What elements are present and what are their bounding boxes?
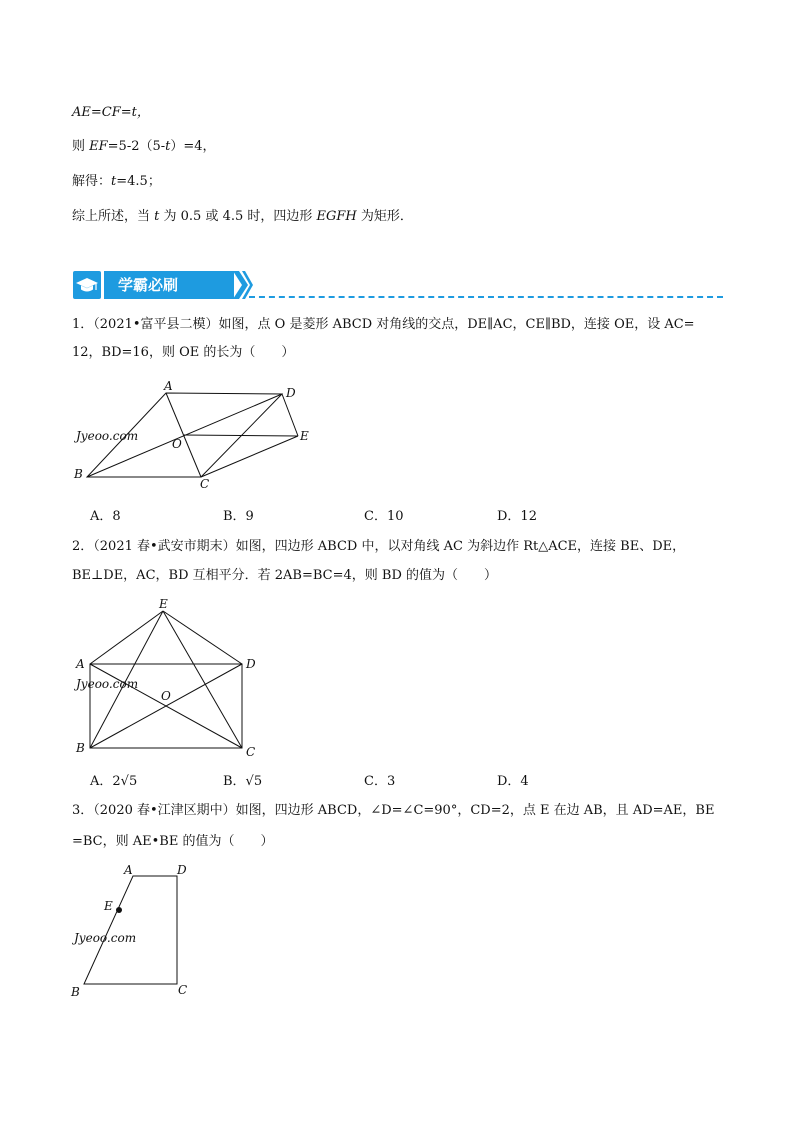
- q1-option-a[interactable]: A．8: [90, 509, 121, 524]
- segment-ce: [163, 611, 242, 748]
- label-d: D: [177, 863, 187, 877]
- solution-line-1: [72, 103, 150, 123]
- section-divider: [249, 296, 723, 298]
- q3-text-line-2: =BC，则 AE•BE 的值为（ ）: [72, 834, 274, 849]
- q1-option-d[interactable]: D．12: [497, 509, 537, 524]
- label-o: O: [161, 689, 171, 703]
- solution-line-3: [72, 172, 161, 192]
- label-a: A: [164, 379, 173, 393]
- q1-option-b[interactable]: B．9: [223, 509, 254, 524]
- solution-text: 综上所述，当: [72, 209, 155, 224]
- watermark: Jyeoo.com: [76, 677, 139, 691]
- q2-figure: [70, 596, 270, 764]
- solution-var: t: [165, 139, 171, 154]
- solution-var: t: [154, 209, 160, 224]
- segment-ce: [201, 436, 298, 477]
- q1-option-c[interactable]: C．10: [364, 509, 404, 524]
- solution-text: 为 0.5 或 4.5 时，四边形: [159, 209, 317, 224]
- segment-de: [282, 394, 298, 436]
- solution-text: AE=CF=t，: [72, 105, 150, 120]
- label-c: C: [246, 745, 256, 759]
- label-a: A: [124, 863, 133, 877]
- solution-text: 解得：: [72, 174, 112, 189]
- q1-text-line-1: 1．（2021•富平县二模）如图，点 O 是菱形 ABCD 对角线的交点，DE∥AC，CE∥BD，连接 OE，设 AC=: [72, 317, 695, 332]
- graduation-cap-icon: [73, 271, 101, 299]
- label-d: D: [286, 386, 296, 400]
- q2-option-a[interactable]: A．2√5: [90, 774, 138, 789]
- label-c: C: [178, 983, 188, 997]
- q2-option-c[interactable]: C．3: [364, 774, 396, 789]
- label-e: E: [104, 899, 113, 913]
- segment-oe: [184, 435, 298, 436]
- label-c: C: [200, 477, 210, 491]
- solution-text: =5-2（5-: [107, 139, 166, 154]
- section-header: [73, 270, 723, 300]
- segment-ae: [90, 611, 163, 664]
- q2-text-line-1: 2．（2021 春•武安市期末）如图，四边形 ABCD 中，以对角线 AC 为斜边作 Rt△ACE，连接 BE、DE，: [72, 539, 686, 554]
- solution-text: ）=4，: [170, 139, 216, 154]
- q2-text-line-2: BE⊥DE，AC，BD 互相平分．若 2AB=BC=4，则 BD 的值为（ ）: [72, 568, 498, 583]
- q3-figure: [66, 860, 196, 1000]
- solution-line-4: [72, 207, 413, 227]
- solution-var: t: [111, 174, 117, 189]
- q3-text-line-1: 3．（2020 春•江津区期中）如图，四边形 ABCD，∠D=∠C=90°，CD=2，点 E 在边 AB，且 AD=AE，BE: [72, 803, 715, 818]
- q2-option-b[interactable]: B．√5: [223, 774, 263, 789]
- label-b: B: [74, 467, 83, 481]
- label-e: E: [159, 597, 168, 611]
- label-o: O: [172, 437, 182, 451]
- label-a: A: [76, 657, 85, 671]
- section-title: 学霸必刷: [104, 271, 234, 299]
- q1-text-line-2: 12，BD=16，则 OE 的长为（ ）: [72, 345, 295, 360]
- solution-var: EF: [89, 139, 108, 154]
- solution-line-2: [72, 137, 216, 157]
- label-d: D: [246, 657, 256, 671]
- solution-text: 则: [72, 139, 90, 154]
- quadrilateral-abcd: [84, 876, 177, 984]
- watermark: Jyeoo.com: [74, 931, 137, 945]
- label-e: E: [300, 429, 309, 443]
- segment-de: [163, 611, 242, 664]
- q2-option-d[interactable]: D．4: [497, 774, 529, 789]
- watermark: Jyeoo.com: [76, 429, 139, 443]
- label-b: B: [71, 985, 80, 999]
- solution-text: =4.5；: [116, 174, 161, 189]
- solution-var: EGFH: [316, 209, 357, 224]
- label-b: B: [76, 741, 85, 755]
- q1-figure: [70, 378, 320, 493]
- solution-text: 为矩形．: [356, 209, 413, 224]
- point-e: [116, 907, 122, 913]
